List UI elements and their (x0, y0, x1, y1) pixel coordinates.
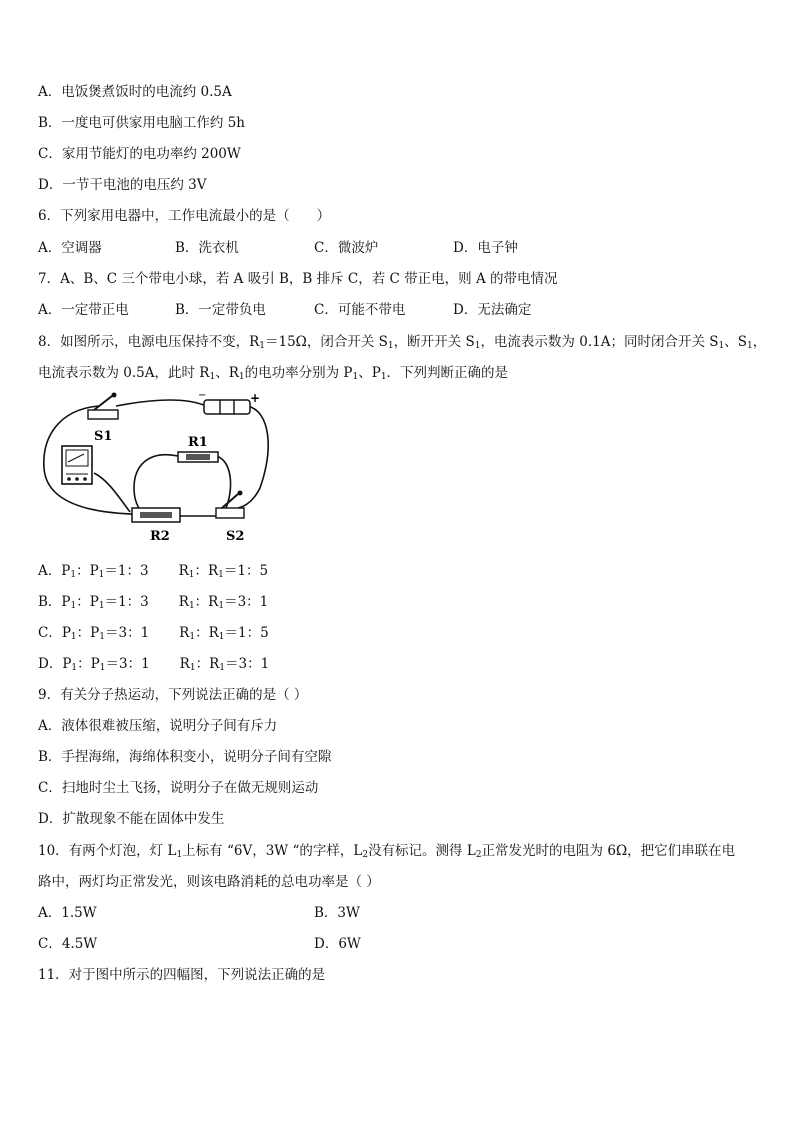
q7-stem: 7．A、B、C 三个带电小球，若 A 吸引 B，B 排斥 C，若 C 带正电，则 A 的带电情况 (38, 271, 558, 287)
label-r1: R1 (188, 435, 208, 450)
wire-inner-left (134, 455, 178, 512)
ammeter-icon (62, 446, 92, 484)
q7-option-a: A．一定带正电 (38, 302, 129, 318)
wire-meter (94, 473, 130, 512)
q10-stem-line2: 路中，两灯均正常发光，则该电路消耗的总电功率是（ ） (38, 874, 380, 890)
label-s2: S2 (226, 529, 245, 544)
q10-stem-line1: 10．有两个灯泡，灯 $L_1$上标有 “6V，3W “的字样，$L_2$没有标记。测得 $L_2$正常发光时的电阻为 6Ω，把它们串联在电 (38, 843, 736, 860)
q6-option-c: C．微波炉 (314, 240, 379, 256)
q5-option-c: C．家用节能灯的电功率约 200W (38, 146, 241, 162)
q6-option-a: A．空调器 (38, 240, 102, 256)
battery-plus: + (250, 391, 261, 405)
q6-option-d: D．电子钟 (453, 240, 518, 256)
switch-s1-icon (88, 393, 118, 420)
resistor-r2-icon (132, 508, 180, 522)
q8-option-a: A．$P_1$：$P_1=1$：3 $R_1$：$R_1=1$：5 (38, 563, 269, 580)
q8-stem-line1: 8．如图所示，电源电压保持不变，$R_1=15\Omega$，闭合开关 $S_1$，断开开关 $S_1$，电流表示数为 0.1A；同时闭合开关 $S_1$、$S_1$， (38, 334, 767, 351)
q7-option-c: C．可能不带电 (314, 302, 406, 318)
q10-option-b: B．3W (314, 905, 360, 921)
battery-minus: − (198, 390, 207, 401)
q8-option-b: B．$P_1$：$P_1=1$：3 $R_1$：$R_1=3$：1 (38, 594, 269, 611)
q8-stem-line2: 电流表示数为 0.5A，此时 $R_1$、$R_1$的电功率分别为 $P_1$、$P_1$．下列判断正确的是 (38, 365, 509, 382)
q9-option-a: A．液体很难被压缩，说明分子间有斥力 (38, 718, 278, 734)
q5-option-b: B．一度电可供家用电脑工作约 5h (38, 115, 245, 131)
q7-option-d: D．无法确定 (453, 302, 532, 318)
wire-inner-right (216, 456, 231, 508)
q8-option-c: C．$P_1$：$P_1=3$：1 $R_1$：$R_1=1$：5 (38, 625, 269, 642)
resistor-r1-icon (178, 452, 218, 462)
label-r2: R2 (150, 529, 170, 544)
circuit-figure (38, 388, 278, 546)
label-s1: S1 (94, 429, 113, 444)
q10-option-d: D．6W (314, 936, 361, 952)
q9-option-c: C．扫地时尘土飞扬，说明分子在做无规则运动 (38, 780, 319, 796)
wire-top-left (116, 400, 206, 406)
q9-stem: 9．有关分子热运动，下列说法正确的是（ ） (38, 687, 308, 703)
q11-stem: 11．对于图中所示的四幅图，下列说法正确的是 (38, 967, 326, 983)
q7-option-b: B．一定带负电 (175, 302, 266, 318)
q6-option-b: B．洗衣机 (175, 240, 239, 256)
q9-option-b: B．手捏海绵，海绵体积变小，说明分子间有空隙 (38, 749, 332, 765)
battery-icon (204, 400, 250, 414)
q5-option-a: A．电饭煲煮饭时的电流约 0.5A (38, 84, 232, 100)
q5-option-d: D．一节干电池的电压约 3V (38, 177, 207, 193)
q6-stem: 6．下列家用电器中，工作电流最小的是（ ） (38, 208, 331, 224)
q10-option-a: A．1.5W (38, 905, 97, 921)
q10-option-c: C．4.5W (38, 936, 98, 952)
q8-option-d: D．$P_1$：$P_1=3$：1 $R_1$：$R_1=3$：1 (38, 656, 270, 673)
wire-right (238, 406, 268, 508)
q9-option-d: D．扩散现象不能在固体中发生 (38, 811, 225, 827)
